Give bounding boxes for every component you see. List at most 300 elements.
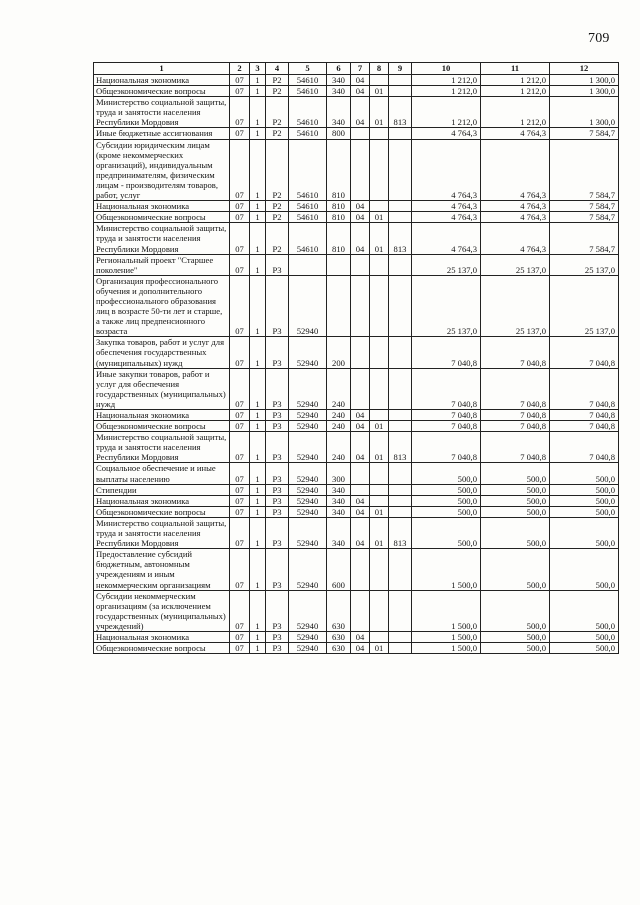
- code-cell: 1: [250, 275, 266, 337]
- code-cell: Р3: [266, 643, 289, 654]
- row-name-cell: Министерство социальной защиты, труда и занятости населения Республики Мордовия: [94, 97, 230, 128]
- code-cell: 1: [250, 432, 266, 463]
- amount-cell: 500,0: [481, 463, 550, 484]
- code-cell: [389, 463, 412, 484]
- amount-cell: 7 040,8: [412, 410, 481, 421]
- row-name-cell: Национальная экономика: [94, 201, 230, 212]
- code-cell: 340: [327, 506, 351, 517]
- code-cell: 04: [351, 201, 370, 212]
- code-cell: 813: [389, 97, 412, 128]
- amount-cell: 1 500,0: [412, 643, 481, 654]
- amount-cell: 7 040,8: [412, 421, 481, 432]
- row-name-cell: Национальная экономика: [94, 631, 230, 642]
- code-cell: [389, 337, 412, 368]
- code-cell: 04: [351, 495, 370, 506]
- table-row: [94, 201, 619, 212]
- column-header-11: 11: [481, 63, 550, 75]
- row-name-cell: Министерство социальной защиты, труда и занятости населения Республики Мордовия: [94, 432, 230, 463]
- amount-cell: 500,0: [481, 484, 550, 495]
- code-cell: [389, 275, 412, 337]
- amount-cell: 500,0: [412, 495, 481, 506]
- code-cell: 54610: [289, 212, 327, 223]
- code-cell: [370, 495, 389, 506]
- code-cell: [351, 590, 370, 631]
- table-row: [94, 337, 619, 368]
- code-cell: 813: [389, 223, 412, 254]
- column-header-3: 3: [250, 63, 266, 75]
- table-row: [94, 643, 619, 654]
- code-cell: Р2: [266, 128, 289, 139]
- code-cell: Р3: [266, 421, 289, 432]
- code-cell: 240: [327, 368, 351, 409]
- row-name-cell: Общеэкономические вопросы: [94, 506, 230, 517]
- row-name-cell: Субсидии юридическим лицам (кроме некоммерческих организаций), индивидуальным предпринимателям, физическим лицам - производителям товаров, работ, услуг: [94, 139, 230, 201]
- code-cell: 1: [250, 97, 266, 128]
- amount-cell: 4 764,3: [481, 128, 550, 139]
- amount-cell: 7 040,8: [550, 368, 619, 409]
- code-cell: 1: [250, 549, 266, 590]
- code-cell: Р2: [266, 212, 289, 223]
- code-cell: 54610: [289, 223, 327, 254]
- table-row: [94, 128, 619, 139]
- code-cell: 07: [230, 643, 250, 654]
- budget-table: [93, 62, 619, 654]
- code-cell: [389, 75, 412, 86]
- amount-cell: 7 584,7: [550, 223, 619, 254]
- code-cell: [327, 254, 351, 275]
- code-cell: 810: [327, 201, 351, 212]
- column-header-8: 8: [370, 63, 389, 75]
- row-name-cell: Иные бюджетные ассигнования: [94, 128, 230, 139]
- code-cell: 07: [230, 212, 250, 223]
- column-header-1: 1: [94, 63, 230, 75]
- code-cell: Р2: [266, 86, 289, 97]
- column-header-10: 10: [412, 63, 481, 75]
- code-cell: 07: [230, 590, 250, 631]
- row-name-cell: Общеэкономические вопросы: [94, 421, 230, 432]
- code-cell: [351, 139, 370, 201]
- table-header-row: [94, 63, 619, 75]
- column-header-9: 9: [389, 63, 412, 75]
- code-cell: 54610: [289, 86, 327, 97]
- code-cell: [370, 410, 389, 421]
- amount-cell: 25 137,0: [481, 275, 550, 337]
- code-cell: 54610: [289, 201, 327, 212]
- amount-cell: 500,0: [550, 643, 619, 654]
- code-cell: [370, 549, 389, 590]
- amount-cell: 1 212,0: [412, 75, 481, 86]
- code-cell: 07: [230, 139, 250, 201]
- code-cell: 52940: [289, 463, 327, 484]
- amount-cell: 7 040,8: [481, 337, 550, 368]
- amount-cell: 1 300,0: [550, 75, 619, 86]
- amount-cell: 4 764,3: [412, 139, 481, 201]
- amount-cell: 500,0: [550, 463, 619, 484]
- code-cell: 07: [230, 368, 250, 409]
- code-cell: 1: [250, 368, 266, 409]
- table-row: [94, 495, 619, 506]
- table-row: [94, 139, 619, 201]
- code-cell: 04: [351, 223, 370, 254]
- table-row: [94, 549, 619, 590]
- code-cell: 07: [230, 495, 250, 506]
- code-cell: [370, 368, 389, 409]
- code-cell: 52940: [289, 368, 327, 409]
- page-number: 709: [588, 31, 610, 46]
- table-row: [94, 97, 619, 128]
- code-cell: 1: [250, 254, 266, 275]
- code-cell: 200: [327, 337, 351, 368]
- row-name-cell: Стипендии: [94, 484, 230, 495]
- code-cell: 01: [370, 223, 389, 254]
- row-name-cell: Национальная экономика: [94, 410, 230, 421]
- code-cell: 340: [327, 97, 351, 128]
- row-name-cell: Общеэкономические вопросы: [94, 86, 230, 97]
- row-name-cell: Министерство социальной защиты, труда и занятости населения Республики Мордовия: [94, 517, 230, 548]
- code-cell: 52940: [289, 495, 327, 506]
- code-cell: 1: [250, 506, 266, 517]
- code-cell: Р3: [266, 631, 289, 642]
- amount-cell: 1 212,0: [412, 86, 481, 97]
- code-cell: [370, 139, 389, 201]
- amount-cell: 7 040,8: [550, 337, 619, 368]
- amount-cell: 7 040,8: [412, 432, 481, 463]
- row-name-cell: Региональный проект "Старшее поколение": [94, 254, 230, 275]
- code-cell: [289, 254, 327, 275]
- code-cell: Р3: [266, 495, 289, 506]
- table-row: [94, 86, 619, 97]
- amount-cell: 7 040,8: [481, 368, 550, 409]
- column-header-12: 12: [550, 63, 619, 75]
- code-cell: 54610: [289, 75, 327, 86]
- code-cell: 07: [230, 254, 250, 275]
- code-cell: [370, 337, 389, 368]
- code-cell: 04: [351, 86, 370, 97]
- amount-cell: 25 137,0: [412, 254, 481, 275]
- amount-cell: 1 212,0: [481, 75, 550, 86]
- amount-cell: 500,0: [481, 506, 550, 517]
- code-cell: Р2: [266, 97, 289, 128]
- code-cell: [389, 201, 412, 212]
- code-cell: Р3: [266, 410, 289, 421]
- code-cell: 07: [230, 410, 250, 421]
- table-row: [94, 75, 619, 86]
- amount-cell: 7 040,8: [550, 410, 619, 421]
- code-cell: 07: [230, 549, 250, 590]
- code-cell: 01: [370, 212, 389, 223]
- table-row: [94, 517, 619, 548]
- code-cell: Р2: [266, 75, 289, 86]
- code-cell: [370, 75, 389, 86]
- code-cell: Р3: [266, 275, 289, 337]
- code-cell: 52940: [289, 631, 327, 642]
- code-cell: [370, 254, 389, 275]
- code-cell: [370, 631, 389, 642]
- code-cell: [351, 549, 370, 590]
- amount-cell: 4 764,3: [412, 223, 481, 254]
- table-row: [94, 484, 619, 495]
- table-row: [94, 590, 619, 631]
- amount-cell: 25 137,0: [550, 275, 619, 337]
- code-cell: 04: [351, 410, 370, 421]
- code-cell: 07: [230, 86, 250, 97]
- code-cell: Р3: [266, 506, 289, 517]
- amount-cell: 1 212,0: [412, 97, 481, 128]
- amount-cell: 25 137,0: [550, 254, 619, 275]
- code-cell: 340: [327, 484, 351, 495]
- amount-cell: 1 212,0: [481, 86, 550, 97]
- code-cell: 600: [327, 549, 351, 590]
- code-cell: 01: [370, 517, 389, 548]
- code-cell: 01: [370, 506, 389, 517]
- row-name-cell: Иные закупки товаров, работ и услуг для обеспечения государственных (муниципальных) нужд: [94, 368, 230, 409]
- code-cell: [351, 275, 370, 337]
- code-cell: Р3: [266, 337, 289, 368]
- code-cell: 52940: [289, 410, 327, 421]
- code-cell: [370, 128, 389, 139]
- amount-cell: 7 040,8: [412, 368, 481, 409]
- table-row: [94, 410, 619, 421]
- code-cell: Р2: [266, 223, 289, 254]
- code-cell: [389, 549, 412, 590]
- code-cell: 813: [389, 432, 412, 463]
- amount-cell: 500,0: [481, 590, 550, 631]
- code-cell: 04: [351, 75, 370, 86]
- table-row: [94, 506, 619, 517]
- amount-cell: 4 764,3: [481, 201, 550, 212]
- code-cell: [389, 128, 412, 139]
- row-name-cell: Предоставление субсидий бюджетным, автономным учреждениям и иным некоммерческим организациям: [94, 549, 230, 590]
- row-name-cell: Социальное обеспечение и иные выплаты населению: [94, 463, 230, 484]
- code-cell: 1: [250, 517, 266, 548]
- code-cell: 240: [327, 421, 351, 432]
- code-cell: [389, 368, 412, 409]
- amount-cell: 500,0: [550, 549, 619, 590]
- code-cell: 52940: [289, 337, 327, 368]
- amount-cell: 500,0: [550, 495, 619, 506]
- code-cell: 1: [250, 495, 266, 506]
- amount-cell: 4 764,3: [412, 201, 481, 212]
- code-cell: [389, 254, 412, 275]
- code-cell: 52940: [289, 643, 327, 654]
- amount-cell: 4 764,3: [481, 223, 550, 254]
- table-row: [94, 275, 619, 337]
- amount-cell: 7 040,8: [481, 432, 550, 463]
- amount-cell: 7 040,8: [412, 337, 481, 368]
- code-cell: 01: [370, 643, 389, 654]
- amount-cell: 7 584,7: [550, 212, 619, 223]
- amount-cell: 1 500,0: [412, 590, 481, 631]
- code-cell: 1: [250, 590, 266, 631]
- code-cell: [327, 275, 351, 337]
- code-cell: Р3: [266, 517, 289, 548]
- code-cell: 810: [327, 223, 351, 254]
- amount-cell: 1 300,0: [550, 86, 619, 97]
- amount-cell: 500,0: [481, 517, 550, 548]
- code-cell: [370, 201, 389, 212]
- code-cell: Р3: [266, 484, 289, 495]
- code-cell: [389, 484, 412, 495]
- code-cell: [389, 212, 412, 223]
- code-cell: 07: [230, 484, 250, 495]
- code-cell: 04: [351, 212, 370, 223]
- code-cell: 300: [327, 463, 351, 484]
- code-cell: 04: [351, 432, 370, 463]
- table-row: [94, 631, 619, 642]
- table-row: [94, 432, 619, 463]
- row-name-cell: Общеэкономические вопросы: [94, 643, 230, 654]
- code-cell: 04: [351, 506, 370, 517]
- code-cell: 1: [250, 410, 266, 421]
- code-cell: 52940: [289, 549, 327, 590]
- code-cell: 340: [327, 517, 351, 548]
- code-cell: 630: [327, 643, 351, 654]
- code-cell: 240: [327, 410, 351, 421]
- code-cell: 04: [351, 97, 370, 128]
- code-cell: 800: [327, 128, 351, 139]
- code-cell: 07: [230, 421, 250, 432]
- amount-cell: 500,0: [550, 590, 619, 631]
- row-name-cell: Закупка товаров, работ и услуг для обеспечения государственных (муниципальных) нужд: [94, 337, 230, 368]
- code-cell: [370, 463, 389, 484]
- code-cell: 54610: [289, 97, 327, 128]
- amount-cell: 500,0: [481, 643, 550, 654]
- code-cell: 340: [327, 495, 351, 506]
- code-cell: 240: [327, 432, 351, 463]
- code-cell: [351, 484, 370, 495]
- code-cell: 1: [250, 337, 266, 368]
- code-cell: [389, 421, 412, 432]
- code-cell: 1: [250, 223, 266, 254]
- code-cell: 1: [250, 631, 266, 642]
- row-name-cell: Организация профессионального обучения и дополнительного профессионального образования лиц в возрасте 50-ти лет и старше, а также лиц предпенсионного возраста: [94, 275, 230, 337]
- code-cell: Р3: [266, 254, 289, 275]
- code-cell: 04: [351, 517, 370, 548]
- amount-cell: 500,0: [412, 517, 481, 548]
- code-cell: 1: [250, 86, 266, 97]
- table-row: [94, 421, 619, 432]
- amount-cell: 500,0: [550, 631, 619, 642]
- code-cell: [351, 337, 370, 368]
- code-cell: 07: [230, 337, 250, 368]
- row-name-cell: Национальная экономика: [94, 495, 230, 506]
- code-cell: 1: [250, 484, 266, 495]
- code-cell: 630: [327, 631, 351, 642]
- row-name-cell: Общеэкономические вопросы: [94, 212, 230, 223]
- amount-cell: 7 040,8: [481, 410, 550, 421]
- column-header-2: 2: [230, 63, 250, 75]
- code-cell: 813: [389, 517, 412, 548]
- code-cell: [389, 590, 412, 631]
- code-cell: 810: [327, 212, 351, 223]
- code-cell: 52940: [289, 484, 327, 495]
- table-row: [94, 463, 619, 484]
- code-cell: 07: [230, 631, 250, 642]
- amount-cell: 500,0: [481, 631, 550, 642]
- code-cell: [389, 86, 412, 97]
- amount-cell: 500,0: [550, 517, 619, 548]
- code-cell: 1: [250, 201, 266, 212]
- code-cell: 1: [250, 75, 266, 86]
- code-cell: 1: [250, 643, 266, 654]
- amount-cell: 1 212,0: [481, 97, 550, 128]
- code-cell: 07: [230, 223, 250, 254]
- code-cell: 1: [250, 421, 266, 432]
- amount-cell: 7 040,8: [550, 421, 619, 432]
- row-name-cell: Национальная экономика: [94, 75, 230, 86]
- code-cell: 04: [351, 631, 370, 642]
- amount-cell: 1 500,0: [412, 631, 481, 642]
- code-cell: [389, 506, 412, 517]
- code-cell: Р3: [266, 590, 289, 631]
- amount-cell: 7 584,7: [550, 128, 619, 139]
- table-row: [94, 368, 619, 409]
- code-cell: 52940: [289, 421, 327, 432]
- amount-cell: 4 764,3: [412, 212, 481, 223]
- table-row: [94, 223, 619, 254]
- code-cell: Р2: [266, 201, 289, 212]
- amount-cell: 500,0: [550, 506, 619, 517]
- code-cell: [389, 495, 412, 506]
- code-cell: 07: [230, 97, 250, 128]
- code-cell: 07: [230, 432, 250, 463]
- amount-cell: 4 764,3: [412, 128, 481, 139]
- code-cell: [389, 643, 412, 654]
- code-cell: Р2: [266, 139, 289, 201]
- code-cell: 1: [250, 128, 266, 139]
- code-cell: 52940: [289, 275, 327, 337]
- code-cell: 54610: [289, 139, 327, 201]
- code-cell: 07: [230, 506, 250, 517]
- code-cell: 01: [370, 421, 389, 432]
- amount-cell: 500,0: [550, 484, 619, 495]
- code-cell: 630: [327, 590, 351, 631]
- amount-cell: 4 764,3: [481, 212, 550, 223]
- code-cell: [351, 463, 370, 484]
- code-cell: 01: [370, 86, 389, 97]
- table-row: [94, 212, 619, 223]
- amount-cell: 7 040,8: [481, 421, 550, 432]
- code-cell: 07: [230, 128, 250, 139]
- code-cell: 52940: [289, 517, 327, 548]
- code-cell: 54610: [289, 128, 327, 139]
- code-cell: 810: [327, 139, 351, 201]
- amount-cell: 4 764,3: [481, 139, 550, 201]
- code-cell: [389, 631, 412, 642]
- amount-cell: 7 040,8: [550, 432, 619, 463]
- amount-cell: 500,0: [412, 484, 481, 495]
- code-cell: 04: [351, 643, 370, 654]
- code-cell: 1: [250, 139, 266, 201]
- amount-cell: 25 137,0: [412, 275, 481, 337]
- code-cell: 01: [370, 432, 389, 463]
- column-header-5: 5: [289, 63, 327, 75]
- amount-cell: 7 584,7: [550, 201, 619, 212]
- code-cell: 07: [230, 517, 250, 548]
- amount-cell: 25 137,0: [481, 254, 550, 275]
- column-header-4: 4: [266, 63, 289, 75]
- table-row: [94, 254, 619, 275]
- code-cell: Р3: [266, 463, 289, 484]
- amount-cell: 1 500,0: [412, 549, 481, 590]
- code-cell: 340: [327, 75, 351, 86]
- amount-cell: 500,0: [481, 495, 550, 506]
- code-cell: 52940: [289, 590, 327, 631]
- code-cell: 1: [250, 212, 266, 223]
- code-cell: Р3: [266, 432, 289, 463]
- code-cell: Р3: [266, 368, 289, 409]
- code-cell: 340: [327, 86, 351, 97]
